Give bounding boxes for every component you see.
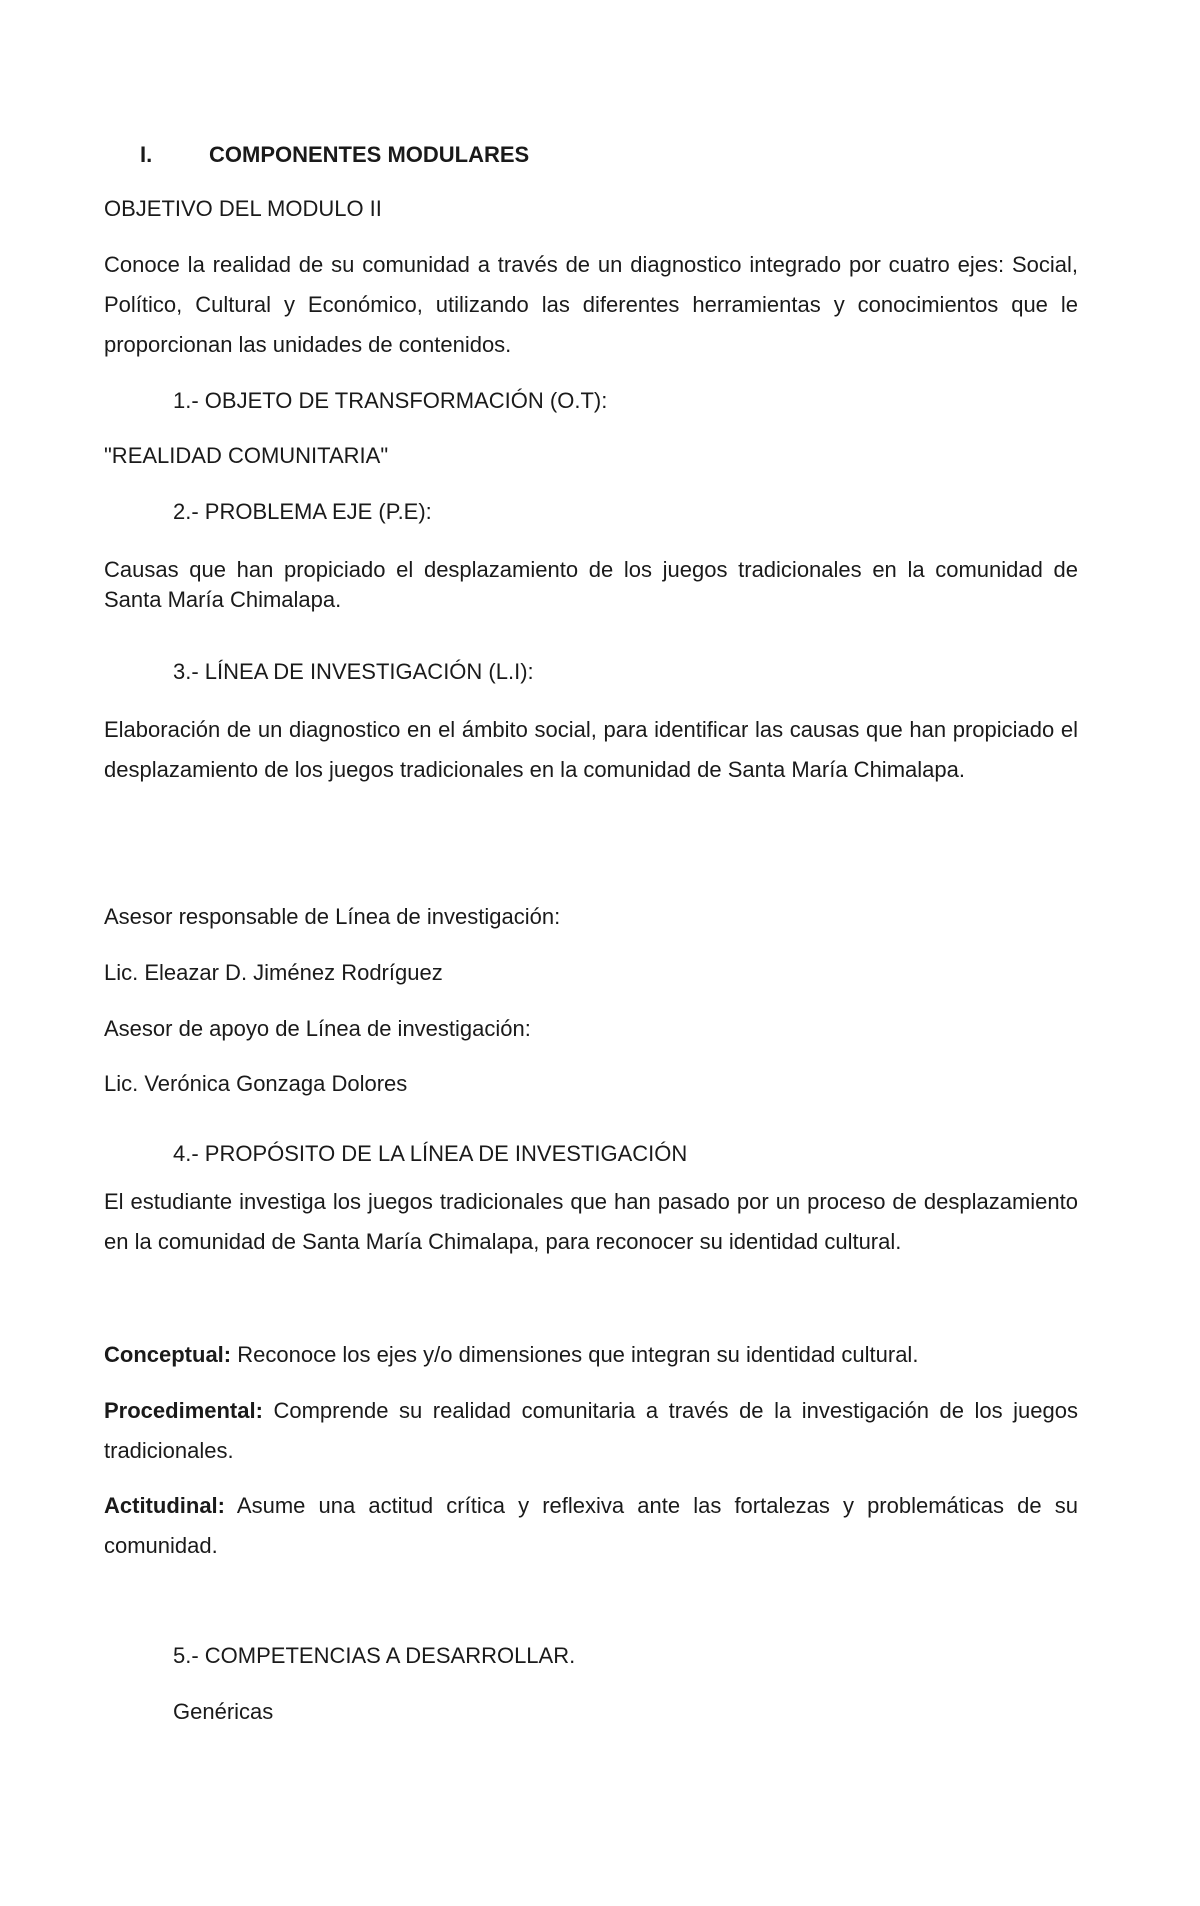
object-transformation-value: "REALIDAD COMUNITARIA" [104, 443, 389, 468]
problem-axis-heading: 2.- PROBLEMA EJE (P.E): [173, 499, 432, 524]
object-transformation-heading: 1.- OBJETO DE TRANSFORMACIÓN (O.T): [173, 388, 608, 413]
research-line-text: Elaboración de un diagnostico en el ámbito social, para identificar las causas que han propiciado el desplazamiento de los juegos tradicionales en la comunidad de Santa María Chimalapa. [104, 717, 1078, 782]
procedimental-paragraph [104, 1391, 1078, 1471]
conceptual-paragraph [104, 1335, 1078, 1375]
actitudinal-paragraph [104, 1486, 1078, 1566]
conceptual-label: Conceptual: [104, 1342, 232, 1367]
problem-axis-text: Causas que han propiciado el desplazamiento de los juegos tradicionales en la comunidad de Santa María Chimalapa. [104, 557, 1078, 612]
purpose-heading: 4.- PROPÓSITO DE LA LÍNEA DE INVESTIGACIÓN [173, 1141, 688, 1166]
objective-heading: OBJETIVO DEL MODULO II [104, 196, 382, 221]
competencies-generic: Genéricas [173, 1699, 274, 1724]
section-number: I. [140, 142, 153, 167]
objective-text: Conoce la realidad de su comunidad a través de un diagnostico integrado por cuatro ejes: Social, Político, Cultural y Económico, utilizando las diferentes herramientas y conocimientos que le proporcionan las unidades de contenidos. [104, 252, 1078, 357]
actitudinal-text: Asume una actitud crítica y reflexiva ante las fortalezas y problemáticas de su comunidad. [104, 1493, 1078, 1558]
procedimental-text: Comprende su realidad comunitaria a través de la investigación de los juegos tradicionales. [104, 1398, 1078, 1463]
advisor-responsible-name: Lic. Eleazar D. Jiménez Rodríguez [104, 960, 443, 985]
advisor-responsible-label: Asesor responsable de Línea de investigación: [104, 904, 561, 929]
purpose-text: El estudiante investiga los juegos tradicionales que han pasado por un proceso de desplazamiento en la comunidad de Santa María Chimalapa, para reconocer su identidad cultural. [104, 1189, 1078, 1254]
advisor-support-name: Lic. Verónica Gonzaga Dolores [104, 1071, 408, 1096]
section-title: COMPONENTES MODULARES [209, 142, 530, 167]
actitudinal-label: Actitudinal: [104, 1493, 225, 1518]
competencies-heading: 5.- COMPETENCIAS A DESARROLLAR. [173, 1643, 576, 1668]
advisor-support-label: Asesor de apoyo de Línea de investigación: [104, 1016, 531, 1041]
procedimental-label: Procedimental: [104, 1398, 263, 1423]
conceptual-text: Reconoce los ejes y/o dimensiones que integran su identidad cultural. [231, 1342, 919, 1367]
research-line-heading: 3.- LÍNEA DE INVESTIGACIÓN (L.I): [173, 659, 534, 684]
